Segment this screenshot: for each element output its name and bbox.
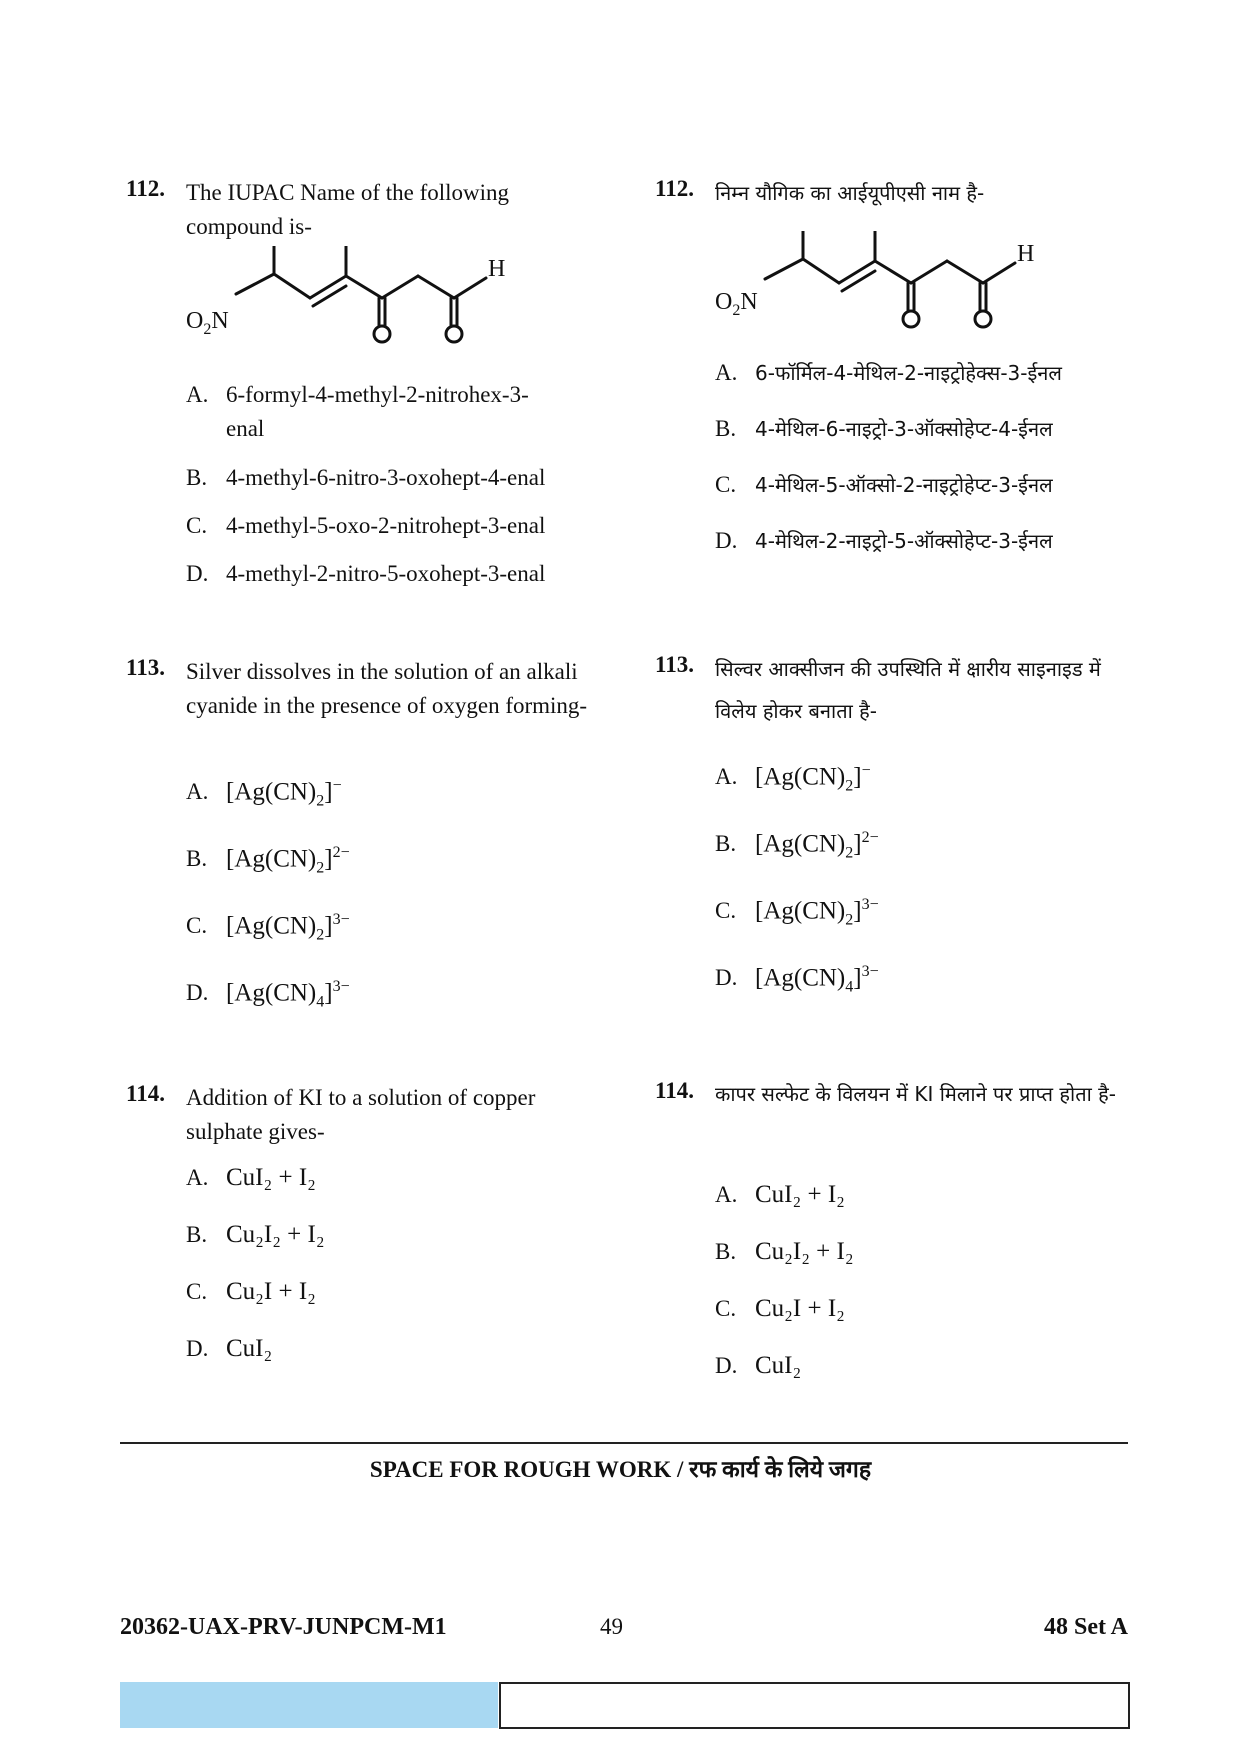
option-b[interactable]: B. 4-methyl-6-nitro-3-oxohept-4-enal [186,465,546,490]
option-d[interactable]: D. CuI₂ [186,1335,273,1362]
o2n-label: O [715,289,733,315]
option-c[interactable]: C. Cu₂I + I₂ [715,1295,845,1322]
question-text: कापर सल्फेट के विलयन में KI मिलाने पर प्राप्त होता है- [715,1082,1117,1106]
molecule-structure [715,231,1055,346]
option-b[interactable]: B. 4-मेथिल-6-नाइट्रो-3-ऑक्सोहेप्ट-4-ईनल [715,416,1053,441]
set-label: 48 Set A [1044,1614,1128,1640]
h-label: H [488,256,506,282]
option-a[interactable]: A. 6-formyl-4-methyl-2-nitrohex-3- [186,382,529,407]
option-c[interactable]: C. $[Ag(CN)_2]^{3-}$ [715,896,879,929]
svg-text:O2N: $O_2N$ [715,289,758,319]
question-number: 114. [655,1078,694,1103]
h-label: H [1017,241,1035,267]
option-c[interactable]: C. 4-मेथिल-5-ऑक्सो-2-नाइट्रोहेप्ट-3-ईनल [715,472,1053,497]
question-text: निम्न यौगिक का आईयूपीएसी नाम है- [715,181,985,205]
rough-work-label: SPACE FOR ROUGH WORK / रफ कार्य के लिये जगह [369,1457,872,1482]
option-a[interactable]: A. CuI₂ + I₂ [715,1181,845,1208]
question-number: 114. [126,1081,165,1106]
question-text: Addition of KI to a solution of copper sulphate gives- [186,1085,536,1144]
option-a[interactable]: A. CuI₂ + I₂ [186,1164,316,1191]
question-number: 113. [655,652,694,677]
molecule-structure [186,246,526,361]
option-a[interactable]: A. $[Ag(CN)_2]^-$ [715,762,871,795]
paper-code: 20362-UAX-PRV-JUNPCM-M1 [120,1614,447,1640]
footer-color-bar [120,1682,498,1728]
option-a-cont: enal [226,416,265,441]
option-b[interactable]: B. Cu₂I₂ + I₂ [186,1221,325,1248]
option-d[interactable]: D. 4-मेथिल-2-नाइट्रो-5-ऑक्सोहेप्ट-3-ईनल [715,528,1053,553]
question-text: The IUPAC Name of the following compound is- [186,180,510,239]
divider-line [120,1442,1128,1444]
option-d[interactable]: D. CuI₂ [715,1352,802,1379]
option-c[interactable]: C. $[Ag(CN)_2]^{3-}$ [186,911,350,944]
option-c[interactable]: C. 4-methyl-5-oxo-2-nitrohept-3-enal [186,513,546,538]
option-a[interactable]: A. $[Ag(CN)_2]^-$ [186,777,342,810]
question-number: 113. [126,655,165,680]
question-text: Silver dissolves in the solution of an alkali cyanide in the presence of oxygen forming- [186,659,588,718]
option-d[interactable]: D. $[Ag(CN)_4]^{3-}$ [186,978,350,1011]
footer-box [499,1682,1130,1729]
svg-text:O2N: $O_2N$ [186,308,229,338]
option-b[interactable]: B. Cu₂I₂ + I₂ [715,1238,854,1265]
option-b[interactable]: B. $[Ag(CN)_2]^{2-}$ [715,829,879,862]
option-d[interactable]: D. $[Ag(CN)_4]^{3-}$ [715,963,879,996]
option-b[interactable]: B. $[Ag(CN)_2]^{2-}$ [186,844,350,877]
page-number: 49 [600,1614,623,1639]
question-number: 112. [126,176,165,201]
o2n-label: O [186,308,204,334]
question-number: 112. [655,176,694,201]
question-text: सिल्वर आक्सीजन की उपस्थिति में क्षारीय साइनाइड में विलेय होकर बनाता है- [715,657,1101,723]
option-a[interactable]: A. 6-फॉर्मिल-4-मेथिल-2-नाइट्रोहेक्स-3-ईनल [715,360,1062,385]
option-c[interactable]: C. Cu₂I + I₂ [186,1278,316,1305]
option-d[interactable]: D. 4-methyl-2-nitro-5-oxohept-3-enal [186,561,546,586]
